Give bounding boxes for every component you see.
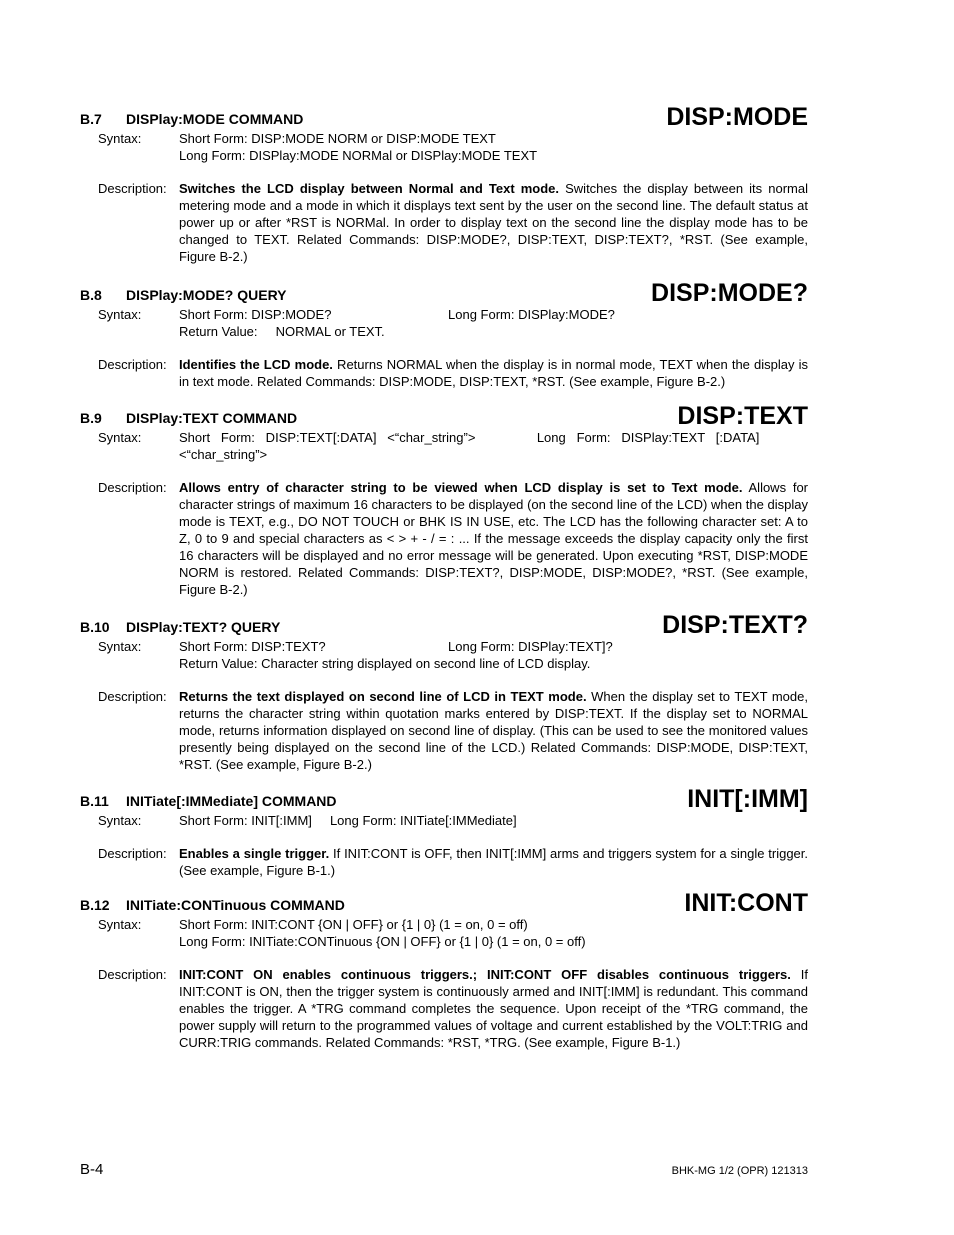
description-label: Description: — [98, 480, 167, 495]
command-mnemonic: INIT:CONT — [684, 889, 808, 917]
section-number: B.9 — [80, 410, 102, 426]
command-mnemonic: DISP:MODE — [666, 103, 808, 131]
section-title: DISPlay:MODE COMMAND — [126, 111, 304, 127]
section-b11 — [80, 776, 808, 879]
section-b12 — [80, 880, 808, 1051]
syntax-row — [98, 638, 808, 672]
page-number: B-4 — [80, 1161, 104, 1178]
syntax-label: Syntax: — [98, 813, 142, 828]
section-number: B.8 — [80, 287, 102, 303]
description-label: Description: — [98, 357, 167, 372]
section-b8 — [80, 270, 808, 390]
description-row — [98, 180, 808, 265]
syntax-label: Syntax: — [98, 430, 142, 445]
syntax-long-form: Long Form: DISPlay:TEXT]? — [448, 639, 613, 654]
syntax-return-value: Return Value: NORMAL or TEXT. — [179, 324, 385, 339]
syntax-forms: Short Form: DISP:TEXT[:DATA] <“char_string”> Long Form: DISPlay:TEXT [:DATA] — [179, 430, 760, 445]
syntax-label: Syntax: — [98, 131, 142, 146]
section-b9 — [80, 393, 808, 598]
description-detail: If INIT:CONT is ON, then the trigger system is continuously armed and INIT[:IMM] is redundant. This command enables the trigger. A *TRG command completes the sequence. Upon receipt of the *TRG command, the power supply will return to the programmed values of voltage and current established by the VOLT:TRIG and CURR:TRIG commands. Related Commands: *RST, *TRG. (See example, Figure B-1.) — [179, 967, 808, 1050]
section-number: B.10 — [80, 619, 110, 635]
description-summary: Enables a single trigger. — [179, 846, 330, 861]
section-title: DISPlay:TEXT? QUERY — [126, 619, 281, 635]
description-detail: If INIT:CONT is OFF, then INIT[:IMM] arms and triggers system for a single trigger. (See example, Figure B-1.) — [179, 846, 809, 878]
description-row — [98, 356, 808, 390]
description-summary: INIT:CONT ON enables continuous triggers.; INIT:CONT OFF disables continuous triggers. — [179, 967, 791, 982]
syntax-row — [98, 429, 808, 463]
document-id: BHK-MG 1/2 (OPR) 121313 — [671, 1165, 808, 1177]
section-header — [80, 776, 808, 813]
command-mnemonic: DISP:TEXT? — [662, 611, 808, 639]
description-summary: Allows entry of character string to be viewed when LCD display is set to Text mode. — [179, 480, 743, 495]
description-summary: Switches the LCD display between Normal and Text mode. — [179, 181, 560, 196]
section-header — [80, 94, 808, 131]
description-label: Description: — [98, 967, 167, 982]
syntax-label: Syntax: — [98, 307, 142, 322]
syntax-short-form: Short Form: DISP:MODE NORM or DISP:MODE TEXT — [179, 131, 496, 146]
syntax-row — [98, 306, 808, 340]
syntax-row — [98, 812, 808, 829]
description-detail: When the display set to TEXT mode, returns the character string within quotation marks entered by DISP:TEXT. If the display set to NORMAL mode, returns information displayed on second line of display. (This can be used to see the monitored values presently being displayed on the second line of the LCD.) Related Commands: DISP:MODE, DISP:TEXT, *RST. (See example, Figure B-2.) — [179, 689, 808, 772]
command-mnemonic: DISP:MODE? — [651, 279, 808, 307]
command-mnemonic: INIT[:IMM] — [687, 785, 808, 813]
description-summary: Returns the text displayed on second line of LCD in TEXT mode. — [179, 689, 587, 704]
section-header — [80, 393, 808, 430]
description-detail: Allows for character strings of maximum 16 characters to be displayed (on the second line of the LCD) when the display mode is TEXT, e.g., DO NOT TOUCH or BHK IS IN USE, etc. The LCD has the following character set: A to Z, 0 to 9 and special characters as < > + - / = : ... If the message exceeds the display capacity only the first 16 characters will be displayed and no error message will be generated. Upon executing *RST, DISP:MODE NORM is restored. Related Commands: DISP:TEXT?, DISP:MODE, DISP:MODE?, *RST. (See example, Figure B-2.) — [179, 480, 809, 597]
syntax-short-form: Short Form: DISP:TEXT? — [179, 639, 326, 654]
section-number: B.7 — [80, 111, 102, 127]
description-text — [179, 966, 808, 1051]
syntax-long-form: Long Form: DISPlay:MODE NORMal or DISPlay:MODE TEXT — [179, 148, 538, 163]
description-text — [179, 845, 808, 879]
syntax-short-form: Short Form: DISP:MODE? — [179, 307, 332, 322]
description-row — [98, 479, 808, 598]
syntax-long-form: Long Form: DISPlay:MODE? — [448, 307, 615, 322]
section-title: DISPlay:MODE? QUERY — [126, 287, 287, 303]
section-number: B.12 — [80, 897, 110, 913]
section-title: DISPlay:TEXT COMMAND — [126, 410, 298, 426]
syntax-forms: Short Form: INIT[:IMM] Long Form: INITiate[:IMMediate] — [179, 813, 517, 828]
description-text — [179, 180, 808, 265]
syntax-short-form: Short Form: INIT:CONT {ON | OFF} or {1 | 0} (1 = on, 0 = off) — [179, 917, 528, 932]
syntax-row — [98, 130, 808, 164]
section-number: B.11 — [80, 793, 109, 809]
section-b7 — [80, 94, 808, 265]
section-header — [80, 270, 808, 307]
description-row — [98, 688, 808, 773]
description-text — [179, 356, 808, 390]
description-label: Description: — [98, 846, 167, 861]
description-text — [179, 688, 808, 773]
description-summary: Identifies the LCD mode. — [179, 357, 333, 372]
syntax-label: Syntax: — [98, 917, 142, 932]
section-b10 — [80, 602, 808, 773]
syntax-long-form: Long Form: INITiate:CONTinuous {ON | OFF} or {1 | 0} (1 = on, 0 = off) — [179, 934, 586, 949]
syntax-row — [98, 916, 808, 950]
description-label: Description: — [98, 181, 167, 196]
description-text — [179, 479, 808, 598]
section-header — [80, 880, 808, 917]
syntax-return-value: Return Value: Character string displayed on second line of LCD display. — [179, 656, 591, 671]
description-row — [98, 966, 808, 1051]
description-label: Description: — [98, 689, 167, 704]
description-row — [98, 845, 808, 879]
section-title: INITiate[:IMMediate] COMMAND — [126, 793, 337, 809]
section-header — [80, 602, 808, 639]
syntax-char-string: <“char_string”> — [179, 447, 268, 462]
description-detail: Switches the display between its normal metering mode and a mode in which it displays text sent by the user on the second line. The default status at power up or after *RST is NORMal. In order to display text on the second line the display mode has to be changed to TEXT. Related Commands: DISP:MODE?, DISP:TEXT, DISP:TEXT?, *RST. (See example, Figure B-2.) — [179, 181, 808, 264]
description-detail: Returns NORMAL when the display is in normal mode, TEXT when the display is in text mode. Related Commands: DISP:MODE, DISP:TEXT, *RST. (See example, Figure B-2.) — [179, 357, 809, 389]
section-title: INITiate:CONTinuous COMMAND — [126, 897, 345, 913]
command-mnemonic: DISP:TEXT — [677, 402, 808, 430]
syntax-label: Syntax: — [98, 639, 142, 654]
